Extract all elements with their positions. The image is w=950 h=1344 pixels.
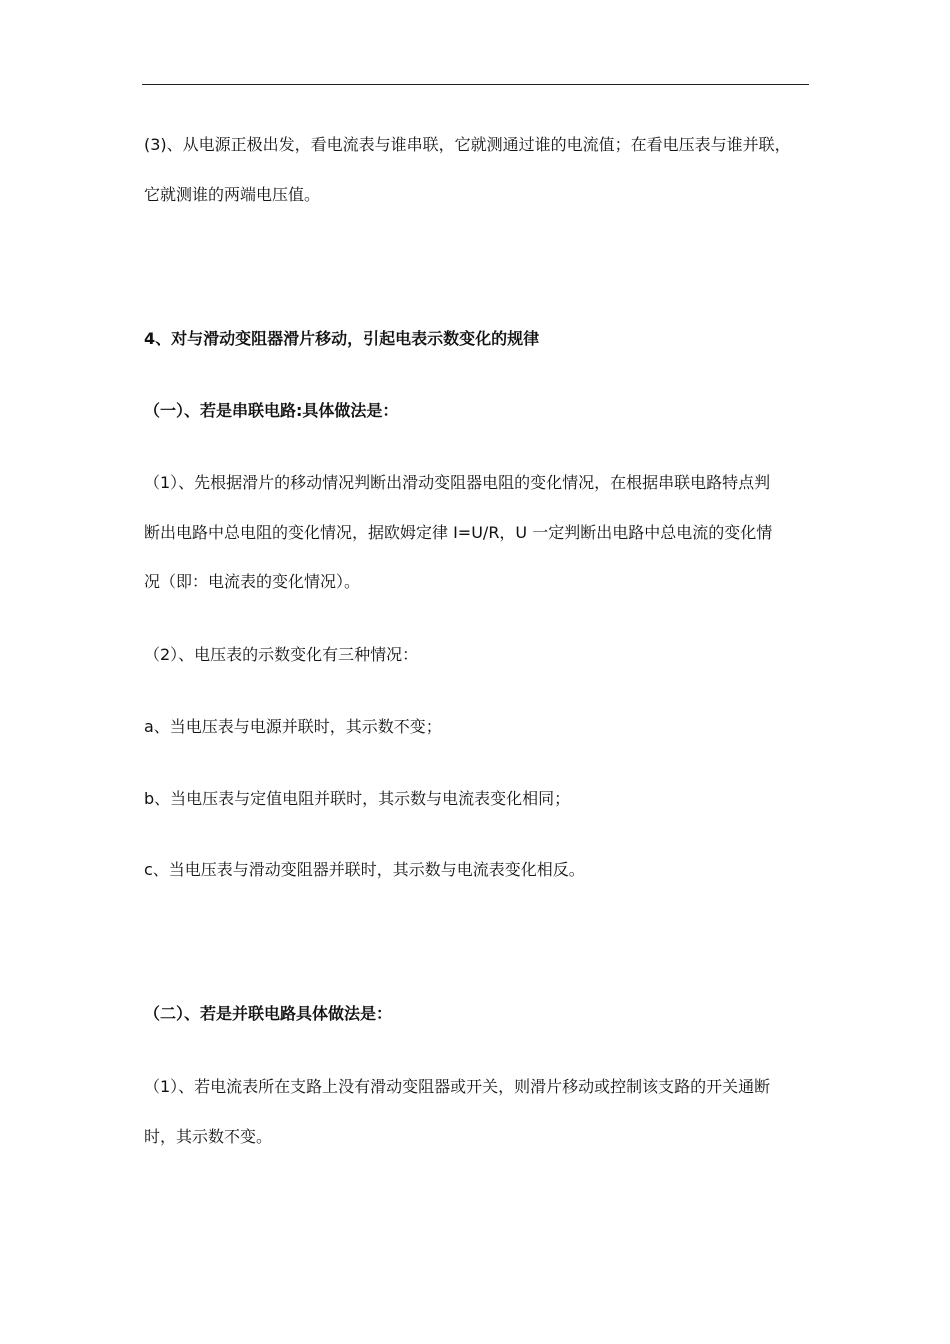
section-4-heading: 4、对与滑动变阻器滑片移动，引起电表示数变化的规律 [144,329,540,348]
series-step1-line-3: 况（即：电流表的变化情况）。 [144,572,361,591]
series-heading: （一）、若是串联电路:具体做法是： [144,401,399,420]
series-step1-line-2: 断出电路中总电阻的变化情况，据欧姆定律 I=U/R，U 一定判断出电路中总电流的变化情 [144,523,773,542]
parallel-heading: （二）、若是并联电路具体做法是： [144,1004,393,1023]
para-3-line-1: (3)、从电源正极出发，看电流表与谁串联，它就测通过谁的电流值；在看电压表与谁并联， [144,135,791,154]
series-case-a: a、当电压表与电源并联时，其示数不变； [144,717,442,736]
para-3-line-2: 它就测谁的两端电压值。 [144,185,321,204]
series-case-b: b、当电压表与定值电阻并联时，其示数与电流表变化相同； [144,789,571,808]
header-rule [142,84,809,85]
series-step2: （2）、电压表的示数变化有三种情况： [144,645,419,664]
parallel-step1-line-1: （1）、若电流表所在支路上没有滑动变阻器或开关，则滑片移动或控制该支路的开关通断 [144,1077,771,1096]
parallel-step1-line-2: 时，其示数不变。 [144,1127,273,1146]
series-step1-line-1: （1）、先根据滑片的移动情况判断出滑动变阻器电阻的变化情况，在根据串联电路特点判 [144,473,771,492]
series-case-c: c、当电压表与滑动变阻器并联时，其示数与电流表变化相反。 [144,860,585,879]
